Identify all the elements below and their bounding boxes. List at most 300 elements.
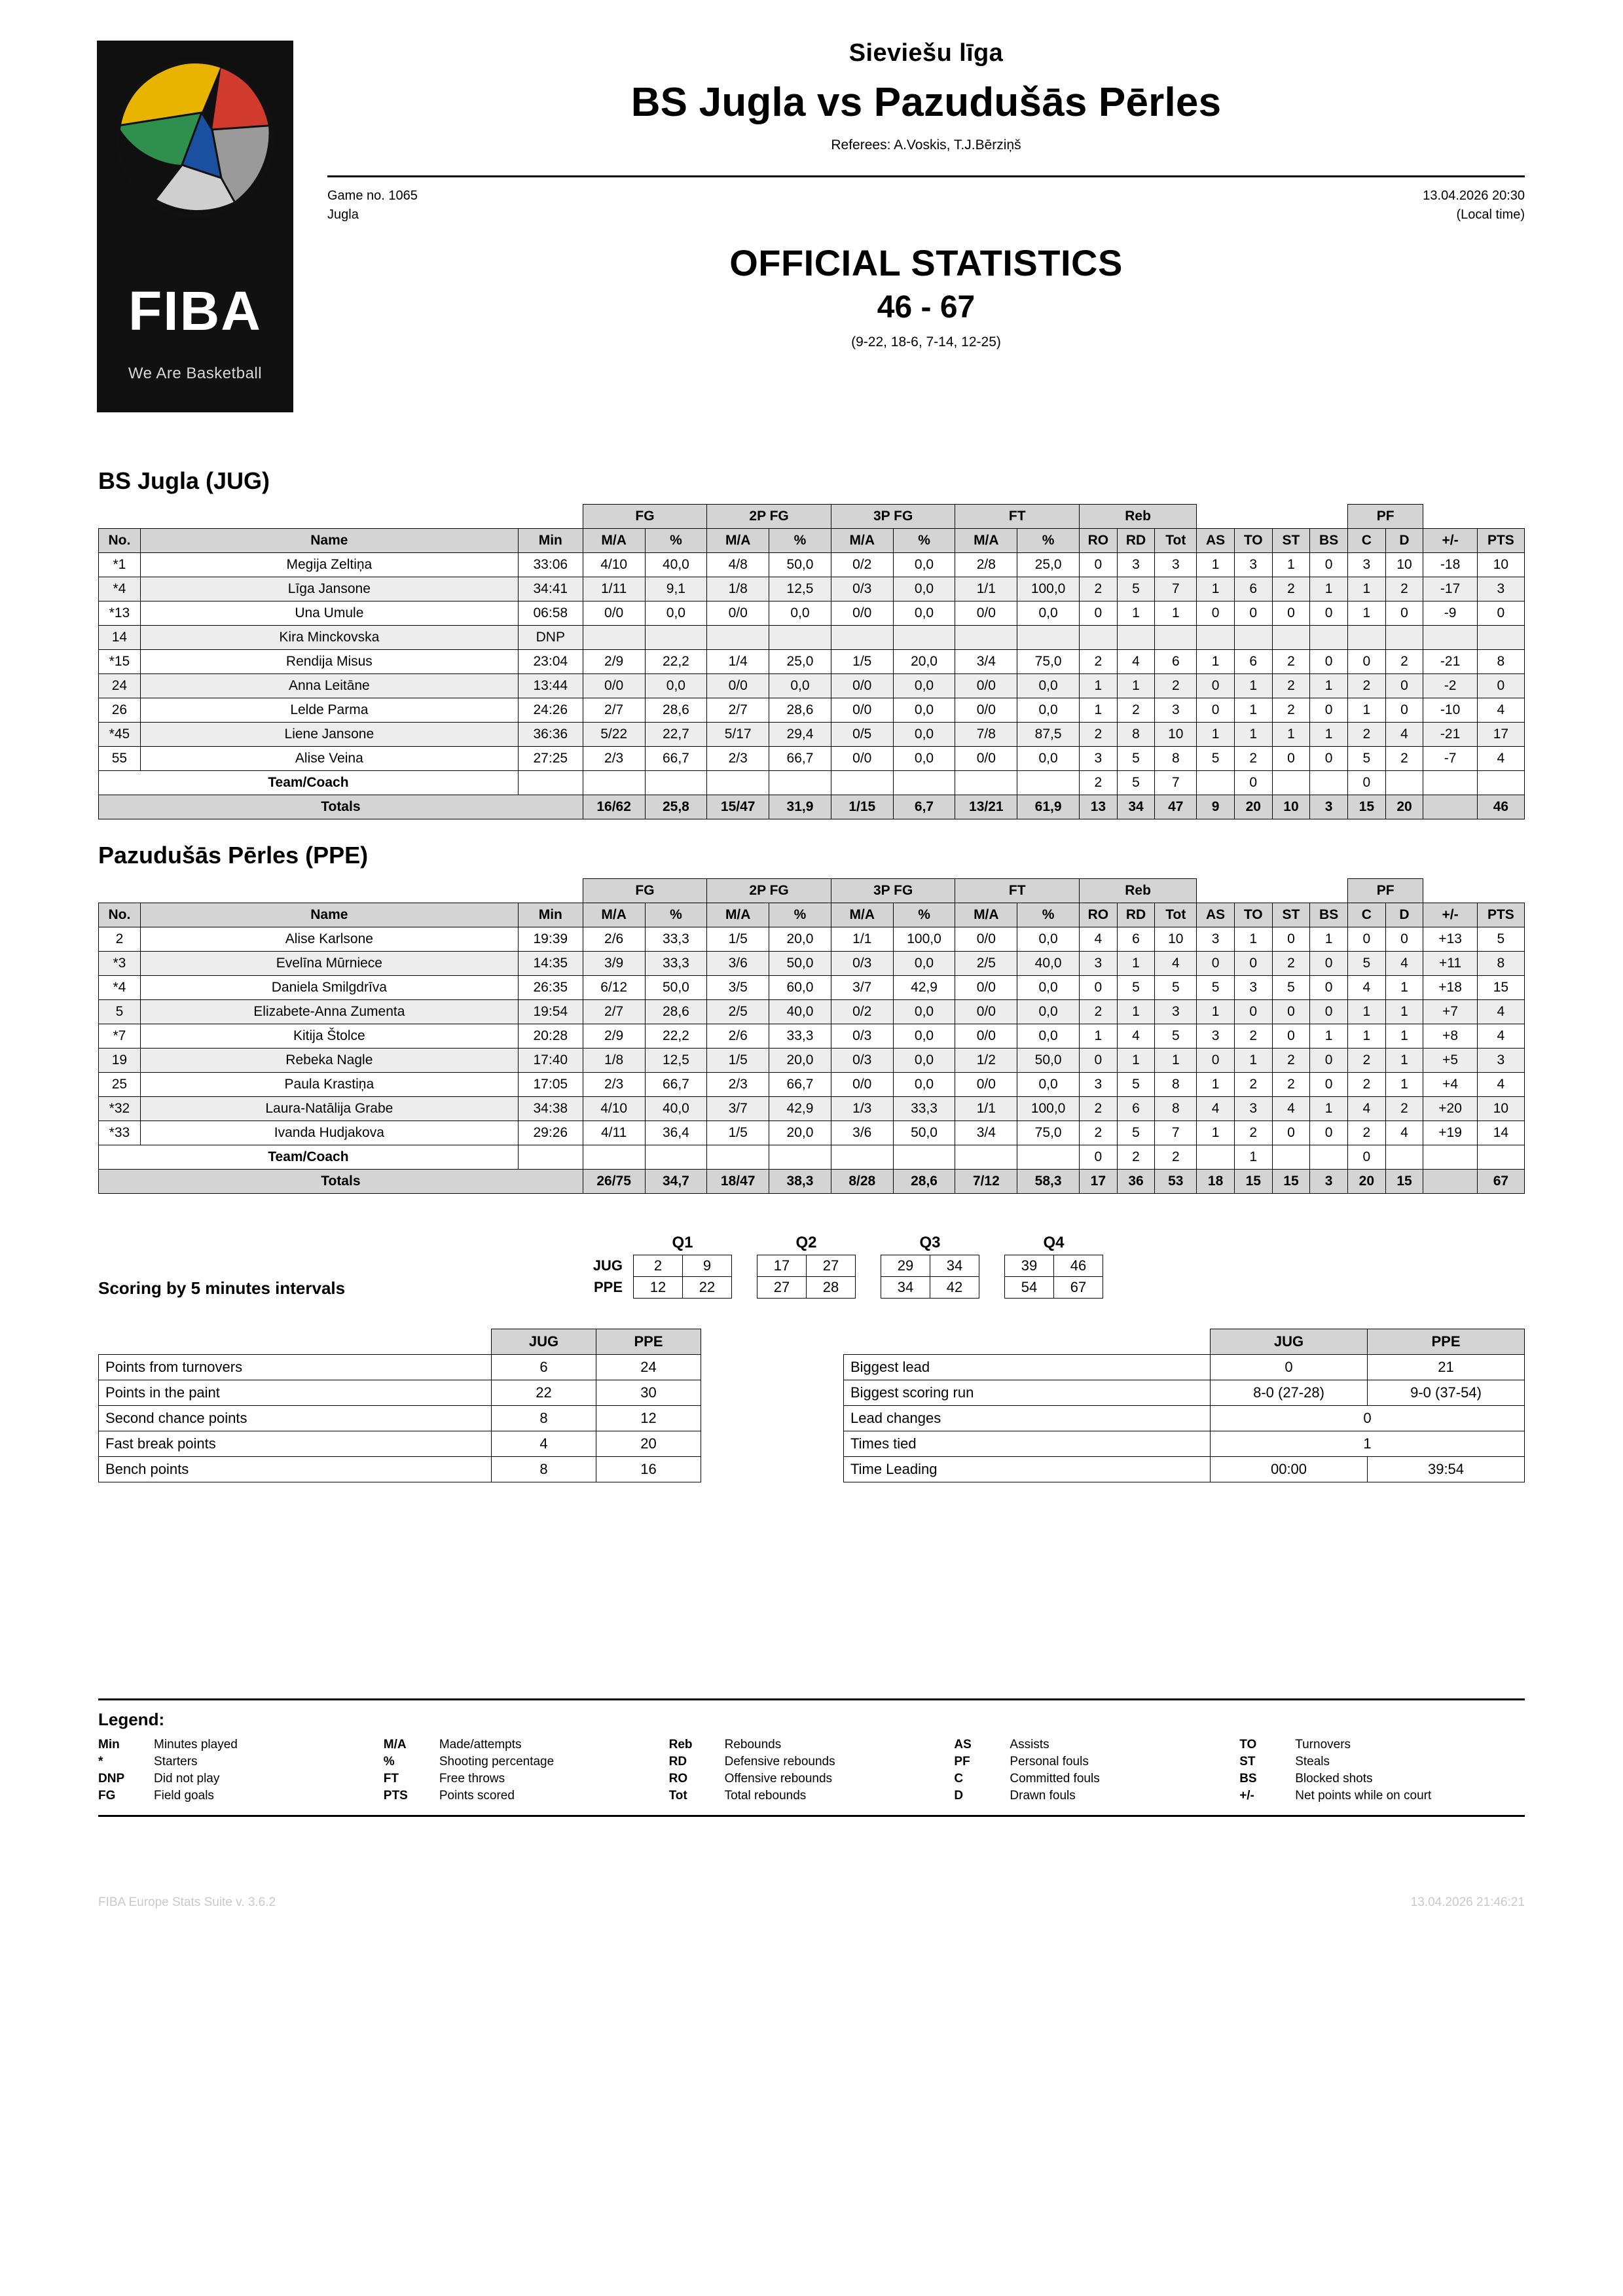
legend-key: +/- <box>1239 1789 1254 1803</box>
total-rebounds: 3 <box>1155 1000 1197 1024</box>
2p-pct: 25,0 <box>769 650 831 674</box>
boxscore-body-home <box>99 553 1525 819</box>
fouls-drawn: 2 <box>1385 650 1423 674</box>
team-coach-label: Team/Coach <box>99 1145 519 1170</box>
spacer-to <box>1234 505 1272 529</box>
steals <box>1272 626 1310 650</box>
stat-value-ppe: 21 <box>1368 1355 1525 1380</box>
off-rebounds: 2 <box>1079 723 1117 747</box>
def-rebounds: 6 <box>1117 1097 1155 1121</box>
total-rebounds: 8 <box>1155 1097 1197 1121</box>
stat-value-ppe: 24 <box>596 1355 701 1380</box>
legend-body <box>98 1736 1525 1804</box>
group-fg: FG <box>583 879 707 903</box>
minutes: 33:06 <box>518 553 583 577</box>
player-row[interactable] <box>99 626 1525 650</box>
turnovers: 0 <box>1234 601 1272 626</box>
total-rebounds: 10 <box>1155 927 1197 952</box>
steals: 1 <box>1272 723 1310 747</box>
steals: 2 <box>1272 577 1310 601</box>
spacer-pm <box>1423 879 1477 903</box>
blocks: 1 <box>1310 927 1348 952</box>
plus-minus: +8 <box>1423 1024 1477 1049</box>
2p-pct: 20,0 <box>769 1049 831 1073</box>
totals-pm <box>1423 795 1477 819</box>
def-rebounds: 1 <box>1117 674 1155 698</box>
interval-value: 2 <box>634 1255 683 1277</box>
3p-pct: 100,0 <box>893 927 955 952</box>
player-number: *3 <box>99 952 141 976</box>
quarter-gap <box>979 1233 1005 1255</box>
fg-pct: 40,0 <box>645 1097 707 1121</box>
col-3p-ma: M/A <box>831 903 893 927</box>
player-name: Ivanda Hudjakova <box>140 1121 518 1145</box>
col-st: ST <box>1272 903 1310 927</box>
fouls-drawn: 4 <box>1385 723 1423 747</box>
legend-description: Total rebounds <box>724 1789 807 1803</box>
2p-pct: 50,0 <box>769 553 831 577</box>
spacer-pts <box>1477 879 1524 903</box>
fg-pct: 33,3 <box>645 927 707 952</box>
fg-made-attempts: 2/9 <box>583 650 645 674</box>
legend-key: PF <box>954 1755 970 1768</box>
fouls-committed: 2 <box>1347 723 1385 747</box>
fouls-committed: 5 <box>1347 747 1385 771</box>
col-plusminus: +/- <box>1423 903 1477 927</box>
ft-pct: 50,0 <box>1017 1049 1080 1073</box>
legend-description: Offensive rebounds <box>724 1772 833 1785</box>
minutes: 29:26 <box>518 1121 583 1145</box>
group-header-row-home <box>99 505 1525 529</box>
team-coach-st <box>1272 771 1310 795</box>
totals-to: 20 <box>1234 795 1272 819</box>
group-fg: FG <box>583 505 707 529</box>
turnovers: 6 <box>1234 650 1272 674</box>
fg-made-attempts: 6/12 <box>583 976 645 1000</box>
3p-pct: 33,3 <box>893 1097 955 1121</box>
totals-pts: 46 <box>1477 795 1524 819</box>
left-stats-row <box>99 1457 701 1482</box>
venue: Jugla <box>327 207 359 222</box>
turnovers: 2 <box>1234 1024 1272 1049</box>
minutes: 24:26 <box>518 698 583 723</box>
steals: 5 <box>1272 976 1310 1000</box>
def-rebounds: 8 <box>1117 723 1155 747</box>
local-time-note: (Local time) <box>1456 207 1525 222</box>
ft-made-attempts: 1/1 <box>955 577 1017 601</box>
2p-made-attempts: 0/0 <box>707 674 769 698</box>
plus-minus: +18 <box>1423 976 1477 1000</box>
assists: 0 <box>1197 952 1235 976</box>
left-stats-row <box>99 1355 701 1380</box>
plus-minus: +5 <box>1423 1049 1477 1073</box>
col-d: D <box>1385 903 1423 927</box>
off-rebounds: 2 <box>1079 650 1117 674</box>
player-row[interactable] <box>99 952 1525 976</box>
player-row[interactable] <box>99 976 1525 1000</box>
fouls-committed: 4 <box>1347 1097 1385 1121</box>
fouls-committed: 2 <box>1347 1073 1385 1097</box>
legend-key: DNP <box>98 1772 125 1785</box>
total-rebounds: 8 <box>1155 1073 1197 1097</box>
fg-made-attempts: 4/11 <box>583 1121 645 1145</box>
def-rebounds: 5 <box>1117 976 1155 1000</box>
points: 0 <box>1477 674 1524 698</box>
3p-pct: 0,0 <box>893 674 955 698</box>
minutes: 19:54 <box>518 1000 583 1024</box>
off-rebounds: 3 <box>1079 1073 1117 1097</box>
player-number: *1 <box>99 553 141 577</box>
fg-made-attempts: 1/11 <box>583 577 645 601</box>
fg-pct: 0,0 <box>645 674 707 698</box>
right-stats-row <box>844 1457 1525 1482</box>
legend-row <box>98 1753 1525 1770</box>
team-coach-blank <box>893 771 955 795</box>
assists: 0 <box>1197 698 1235 723</box>
fiba-logo <box>97 237 293 412</box>
totals-c: 20 <box>1347 1170 1385 1194</box>
2p-made-attempts: 2/3 <box>707 1073 769 1097</box>
points <box>1477 626 1524 650</box>
legend-key: BS <box>1239 1772 1257 1785</box>
total-rebounds: 6 <box>1155 650 1197 674</box>
player-row[interactable] <box>99 927 1525 952</box>
fg-pct: 22,2 <box>645 650 707 674</box>
3p-made-attempts: 0/0 <box>831 698 893 723</box>
scoring-intervals-table <box>556 1233 1103 1299</box>
plus-minus: -18 <box>1423 553 1477 577</box>
boxscore-body-away <box>99 927 1525 1194</box>
team-coach-pts <box>1477 1145 1524 1170</box>
blocks: 0 <box>1310 952 1348 976</box>
right-stats-row <box>844 1380 1525 1406</box>
game-number: Game no. 1065 <box>327 188 418 203</box>
def-rebounds: 6 <box>1117 927 1155 952</box>
totals-2p-pct: 31,9 <box>769 795 831 819</box>
plus-minus: +19 <box>1423 1121 1477 1145</box>
legend-description: Turnovers <box>1295 1738 1351 1751</box>
legend-divider <box>98 1815 1525 1817</box>
fg-pct: 22,7 <box>645 723 707 747</box>
2p-pct: 12,5 <box>769 577 831 601</box>
col-no: No. <box>99 903 141 927</box>
col-fg-pct: % <box>645 529 707 553</box>
stat-value-jug: 00:00 <box>1211 1457 1368 1482</box>
quarter-header-q1: Q1 <box>672 1234 693 1251</box>
minutes: 13:44 <box>518 674 583 698</box>
fouls-committed: 2 <box>1347 1049 1385 1073</box>
total-rebounds: 2 <box>1155 674 1197 698</box>
stat-value-jug: 4 <box>492 1431 596 1457</box>
footer-software: FIBA Europe Stats Suite v. 3.6.2 <box>98 1895 276 1909</box>
total-rebounds: 5 <box>1155 1024 1197 1049</box>
ft-pct: 75,0 <box>1017 650 1080 674</box>
header-center <box>327 39 1525 350</box>
ft-pct: 0,0 <box>1017 747 1080 771</box>
3p-made-attempts: 0/3 <box>831 577 893 601</box>
blocks: 1 <box>1310 1097 1348 1121</box>
player-row[interactable] <box>99 1000 1525 1024</box>
fg-pct <box>645 626 707 650</box>
totals-3p-ma: 8/28 <box>831 1170 893 1194</box>
legend-description: Personal fouls <box>1010 1755 1089 1768</box>
team-coach-blank <box>955 1145 1017 1170</box>
fg-pct: 66,7 <box>645 1073 707 1097</box>
ft-pct: 0,0 <box>1017 1073 1080 1097</box>
player-row[interactable] <box>99 577 1525 601</box>
legend-key: RO <box>668 1772 688 1785</box>
legend-key: ST <box>1239 1755 1256 1768</box>
total-rebounds: 7 <box>1155 577 1197 601</box>
turnovers: 3 <box>1234 1097 1272 1121</box>
plus-minus: -2 <box>1423 674 1477 698</box>
left-stats-corner <box>99 1329 492 1355</box>
plus-minus: -21 <box>1423 723 1477 747</box>
player-row[interactable] <box>99 1073 1525 1097</box>
player-row[interactable] <box>99 1049 1525 1073</box>
legend-key: % <box>383 1755 395 1768</box>
assists: 1 <box>1197 1121 1235 1145</box>
legend-section <box>98 1698 1525 1817</box>
minutes: 17:40 <box>518 1049 583 1073</box>
player-row[interactable] <box>99 1024 1525 1049</box>
legend-key: * <box>98 1755 103 1768</box>
player-row[interactable] <box>99 1121 1525 1145</box>
3p-pct: 0,0 <box>893 747 955 771</box>
interval-gap <box>979 1255 1005 1277</box>
stat-value-jug: 6 <box>492 1355 596 1380</box>
document-header <box>0 0 1623 445</box>
stat-label: Lead changes <box>844 1406 1211 1431</box>
2p-pct: 66,7 <box>769 747 831 771</box>
fouls-drawn: 0 <box>1385 674 1423 698</box>
player-number: *15 <box>99 650 141 674</box>
ft-pct: 0,0 <box>1017 1024 1080 1049</box>
player-number: *7 <box>99 1024 141 1049</box>
team-coach-blank <box>831 1145 893 1170</box>
spacer-pm <box>1423 505 1477 529</box>
player-number: 25 <box>99 1073 141 1097</box>
turnovers: 0 <box>1234 1000 1272 1024</box>
interval-value: 39 <box>1005 1255 1054 1277</box>
points: 4 <box>1477 747 1524 771</box>
legend-title: Legend: <box>98 1710 165 1729</box>
totals-fg-ma: 26/75 <box>583 1170 645 1194</box>
spacer-pts <box>1477 505 1524 529</box>
spacer-name <box>140 505 518 529</box>
legend-key: RD <box>668 1755 687 1768</box>
player-row[interactable] <box>99 698 1525 723</box>
turnovers: 3 <box>1234 553 1272 577</box>
minutes: 36:36 <box>518 723 583 747</box>
2p-pct: 33,3 <box>769 1024 831 1049</box>
totals-ro: 17 <box>1079 1170 1117 1194</box>
def-rebounds: 4 <box>1117 1024 1155 1049</box>
fg-made-attempts <box>583 626 645 650</box>
minutes: 26:35 <box>518 976 583 1000</box>
player-row[interactable] <box>99 553 1525 577</box>
team-coach-tot: 2 <box>1155 1145 1197 1170</box>
player-row[interactable] <box>99 674 1525 698</box>
totals-ft-ma: 13/21 <box>955 795 1017 819</box>
interval-gap <box>732 1255 757 1277</box>
col-ft-pct: % <box>1017 903 1080 927</box>
3p-made-attempts <box>831 626 893 650</box>
col-pts: PTS <box>1477 529 1524 553</box>
minutes: 34:38 <box>518 1097 583 1121</box>
stat-label: Second chance points <box>99 1406 492 1431</box>
game-datetime: 13.04.2026 20:30 <box>1423 188 1525 203</box>
col-2p-ma: M/A <box>707 529 769 553</box>
left-stats-header-ppe: PPE <box>596 1329 701 1355</box>
totals-2p-pct: 38,3 <box>769 1170 831 1194</box>
left-stats-header-jug: JUG <box>492 1329 596 1355</box>
fouls-drawn: 1 <box>1385 1024 1423 1049</box>
def-rebounds: 5 <box>1117 1073 1155 1097</box>
minutes: 06:58 <box>518 601 583 626</box>
3p-made-attempts: 0/2 <box>831 553 893 577</box>
scoring-intervals-label: Scoring by 5 minutes intervals <box>98 1278 346 1298</box>
stat-value-jug: 0 <box>1211 1355 1368 1380</box>
group-ft: FT <box>955 879 1080 903</box>
2p-made-attempts: 3/6 <box>707 952 769 976</box>
player-row[interactable] <box>99 650 1525 674</box>
points: 10 <box>1477 1097 1524 1121</box>
column-header-row-away <box>99 903 1525 927</box>
def-rebounds: 3 <box>1117 553 1155 577</box>
steals: 0 <box>1272 747 1310 771</box>
spacer-as <box>1197 505 1235 529</box>
stat-value-ppe: 16 <box>596 1457 701 1482</box>
quarter-gap <box>732 1233 757 1255</box>
fouls-drawn: 1 <box>1385 976 1423 1000</box>
interval-value: 28 <box>807 1277 856 1299</box>
player-name: Lelde Parma <box>140 698 518 723</box>
player-row[interactable] <box>99 601 1525 626</box>
interval-row <box>556 1277 1103 1299</box>
col-name: Name <box>140 903 518 927</box>
team-comparison-section <box>98 1329 1525 1482</box>
ft-made-attempts: 0/0 <box>955 1073 1017 1097</box>
off-rebounds: 2 <box>1079 1000 1117 1024</box>
3p-made-attempts: 0/0 <box>831 674 893 698</box>
totals-fg-pct: 34,7 <box>645 1170 707 1194</box>
col-3p-ma: M/A <box>831 529 893 553</box>
player-name: Paula Krastiņa <box>140 1073 518 1097</box>
plus-minus: -17 <box>1423 577 1477 601</box>
player-number: *13 <box>99 601 141 626</box>
ft-made-attempts: 0/0 <box>955 601 1017 626</box>
total-rebounds: 4 <box>1155 952 1197 976</box>
col-ro: RO <box>1079 529 1117 553</box>
team-coach-ro: 2 <box>1079 771 1117 795</box>
logo-column <box>97 41 293 412</box>
assists: 5 <box>1197 747 1235 771</box>
stat-value-jug: 8-0 (27-28) <box>1211 1380 1368 1406</box>
fouls-drawn: 0 <box>1385 698 1423 723</box>
col-2p-pct: % <box>769 529 831 553</box>
team-coach-pm <box>1423 771 1477 795</box>
2p-pct: 0,0 <box>769 601 831 626</box>
turnovers: 6 <box>1234 577 1272 601</box>
fg-pct: 12,5 <box>645 1049 707 1073</box>
2p-made-attempts: 1/5 <box>707 1049 769 1073</box>
player-number: *32 <box>99 1097 141 1121</box>
player-name: Anna Leitāne <box>140 674 518 698</box>
off-rebounds: 0 <box>1079 601 1117 626</box>
team-coach-blank <box>769 771 831 795</box>
fg-pct: 40,0 <box>645 553 707 577</box>
player-row[interactable] <box>99 1097 1525 1121</box>
2p-made-attempts: 5/17 <box>707 723 769 747</box>
ft-made-attempts: 1/2 <box>955 1049 1017 1073</box>
3p-pct <box>893 626 955 650</box>
off-rebounds: 0 <box>1079 976 1117 1000</box>
turnovers: 0 <box>1234 952 1272 976</box>
fiba-wordmark: FIBA <box>128 280 262 342</box>
points: 10 <box>1477 553 1524 577</box>
group-pf: PF <box>1347 505 1423 529</box>
spacer-to <box>1234 879 1272 903</box>
right-stats-header-jug: JUG <box>1211 1329 1368 1355</box>
ft-pct: 75,0 <box>1017 1121 1080 1145</box>
assists: 1 <box>1197 553 1235 577</box>
player-number: *4 <box>99 976 141 1000</box>
steals: 2 <box>1272 1073 1310 1097</box>
fg-pct: 9,1 <box>645 577 707 601</box>
3p-made-attempts: 0/5 <box>831 723 893 747</box>
player-name: Alise Karlsone <box>140 927 518 952</box>
plus-minus <box>1423 626 1477 650</box>
3p-made-attempts: 1/5 <box>831 650 893 674</box>
assists: 1 <box>1197 650 1235 674</box>
totals-pm <box>1423 1170 1477 1194</box>
stat-value-ppe: 12 <box>596 1406 701 1431</box>
player-name: Evelīna Mūrniece <box>140 952 518 976</box>
totals-as: 9 <box>1197 795 1235 819</box>
legend-description: Field goals <box>154 1789 214 1803</box>
steals: 0 <box>1272 1121 1310 1145</box>
scoring-intervals-wrap <box>98 1233 1525 1299</box>
points: 3 <box>1477 1049 1524 1073</box>
stat-label: Biggest scoring run <box>844 1380 1211 1406</box>
team-coach-row <box>99 1145 1525 1170</box>
player-number: 26 <box>99 698 141 723</box>
player-row[interactable] <box>99 747 1525 771</box>
team-coach-ro: 0 <box>1079 1145 1117 1170</box>
turnovers: 1 <box>1234 1049 1272 1073</box>
fouls-committed <box>1347 626 1385 650</box>
left-stats-row <box>99 1431 701 1457</box>
col-2p-pct: % <box>769 903 831 927</box>
totals-ft-pct: 58,3 <box>1017 1170 1080 1194</box>
totals-d: 15 <box>1385 1170 1423 1194</box>
col-st: ST <box>1272 529 1310 553</box>
3p-made-attempts: 1/1 <box>831 927 893 952</box>
3p-pct: 0,0 <box>893 1024 955 1049</box>
fouls-drawn: 4 <box>1385 952 1423 976</box>
player-row[interactable] <box>99 723 1525 747</box>
def-rebounds: 4 <box>1117 650 1155 674</box>
team-coach-blank <box>518 1145 583 1170</box>
stat-value-jug: 8 <box>492 1406 596 1431</box>
turnovers: 1 <box>1234 723 1272 747</box>
3p-made-attempts: 0/2 <box>831 1000 893 1024</box>
player-number: *4 <box>99 577 141 601</box>
team-coach-pts <box>1477 771 1524 795</box>
3p-made-attempts: 0/3 <box>831 952 893 976</box>
2p-pct: 60,0 <box>769 976 831 1000</box>
